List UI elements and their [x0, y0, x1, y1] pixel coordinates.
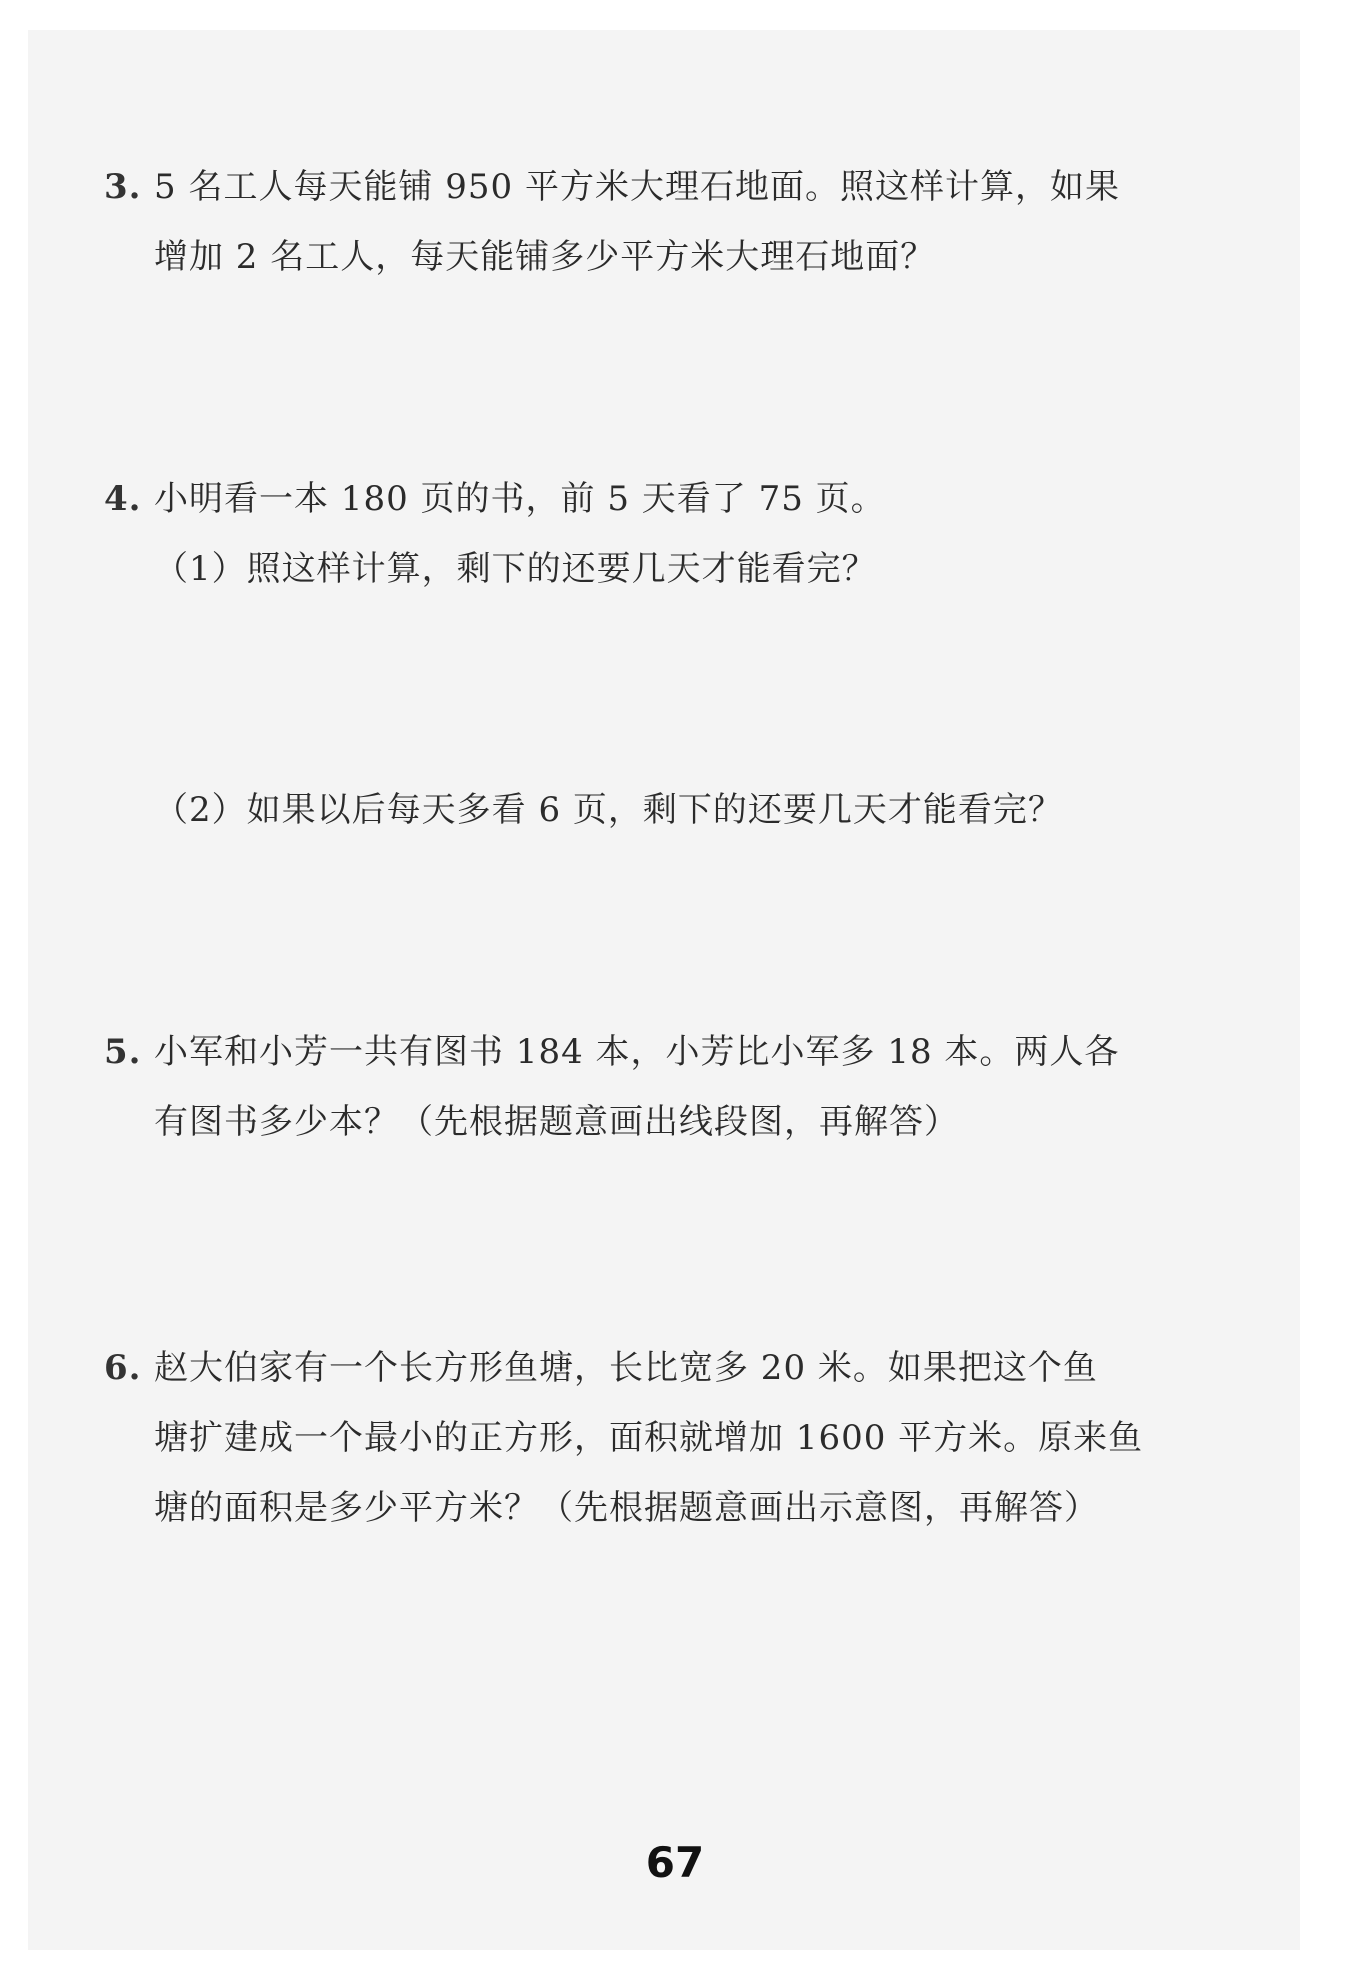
problem-4-sub-2 [104, 775, 1224, 845]
problem-text: 塘的面积是多少平方米？（先根据题意画出示意图，再解答） [154, 1488, 1099, 1528]
problem-6-line-1 [104, 1333, 1224, 1403]
problem-text: 小明看一本 180 页的书，前 5 天看了 75 页。 [154, 479, 886, 519]
problem-4 [104, 464, 1224, 604]
sub-question-1: （1）照这样计算，剩下的还要几天才能看完？ [154, 549, 877, 589]
problem-4-sub-1 [104, 534, 1224, 604]
problem-text: 增加 2 名工人，每天能铺多少平方米大理石地面？ [154, 237, 936, 277]
problem-text: 塘扩建成一个最小的正方形，面积就增加 1600 平方米。原来鱼 [154, 1418, 1144, 1458]
problem-3 [104, 152, 1224, 292]
problem-number: 3. [104, 167, 142, 207]
problem-text: 赵大伯家有一个长方形鱼塘，长比宽多 20 米。如果把这个鱼 [154, 1348, 1098, 1388]
problem-5 [104, 1017, 1224, 1157]
problem-text: 小军和小芳一共有图书 184 本，小芳比小军多 18 本。两人各 [154, 1032, 1120, 1072]
problem-5-line-2 [104, 1087, 1224, 1157]
problem-3-line-2 [104, 222, 1224, 292]
problem-text: 5 名工人每天能铺 950 平方米大理石地面。照这样计算，如果 [154, 167, 1120, 207]
problem-text: 有图书多少本？（先根据题意画出线段图，再解答） [154, 1102, 959, 1142]
problem-number: 5. [104, 1032, 142, 1072]
problem-6-line-2 [104, 1403, 1224, 1473]
problem-5-line-1 [104, 1017, 1224, 1087]
worksheet-page [28, 30, 1300, 1950]
problem-number: 6. [104, 1348, 142, 1388]
problem-4-line-1 [104, 464, 1224, 534]
page-number: 67 [645, 1838, 705, 1887]
problem-6 [104, 1333, 1224, 1543]
problem-number: 4. [104, 479, 142, 519]
problem-6-line-3 [104, 1473, 1224, 1543]
problem-3-line-1 [104, 152, 1224, 222]
sub-question-2: （2）如果以后每天多看 6 页，剩下的还要几天才能看完？ [154, 790, 1063, 830]
problem-4-part-2 [104, 775, 1224, 845]
